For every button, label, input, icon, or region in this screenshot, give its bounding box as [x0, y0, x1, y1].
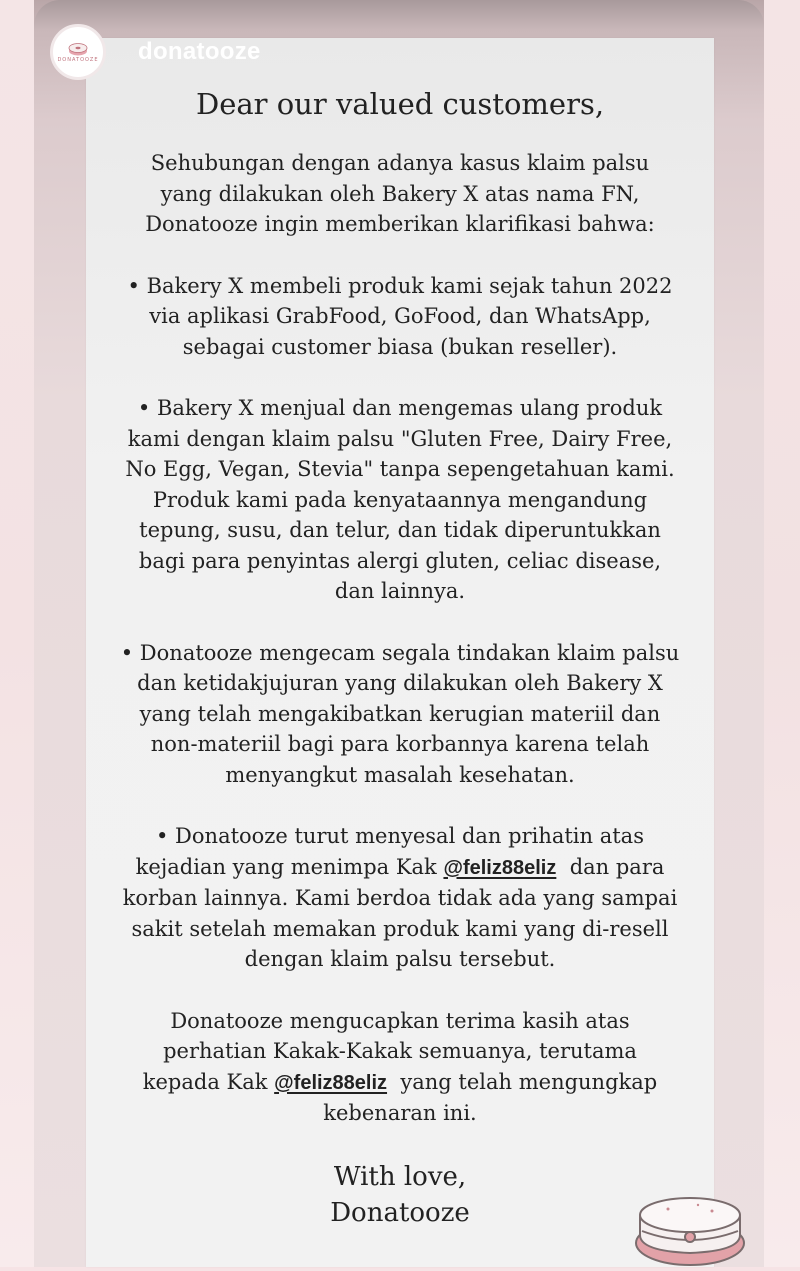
- intro-line: Sehubungan dengan adanya kasus klaim palsu: [150, 151, 650, 175]
- intro-line: yang dilakukan oleh Bakery X atas nama FN,: [160, 181, 640, 206]
- point-line: via aplikasi GrabFood, GoFood, dan WhatsApp,: [149, 304, 651, 328]
- point-line: Produk kami pada kenyataannya mengandung: [152, 487, 648, 512]
- point-line: • Bakery X membeli produk kami sejak tahun 2022: [127, 273, 673, 298]
- point-line: • Donatooze turut menyesal dan prihatin atas: [156, 824, 644, 848]
- story-frame-left: [0, 0, 34, 1267]
- story-header: [50, 24, 261, 80]
- point-line: • Bakery X menjual dan mengemas ulang produk: [137, 396, 663, 420]
- point-line: kejadian yang menimpa Kak: [135, 854, 444, 879]
- point-line: menyangkut masalah kesehatan.: [225, 762, 575, 787]
- account-username[interactable]: donatooze: [138, 38, 261, 65]
- thanks-line: Donatooze mengucapkan terima kasih atas: [170, 1008, 630, 1033]
- intro-paragraph: [86, 148, 714, 240]
- point-2: [86, 393, 714, 607]
- point-line: dengan klaim palsu tersebut.: [244, 947, 556, 971]
- mention-link[interactable]: @feliz88eliz: [274, 1071, 388, 1094]
- signoff-line: With love,: [333, 1161, 467, 1192]
- point-line: sebagai customer biasa (bukan reseller).: [182, 334, 618, 359]
- point-line: No Egg, Vegan, Stevia" tanpa sepengetahuan kami.: [125, 457, 675, 481]
- point-line: bagi para penyintas alergi gluten, celiac disease,: [138, 548, 662, 573]
- point-line: dan ketidakjujuran yang dilakukan oleh Bakery X: [137, 671, 663, 695]
- thanks-line: yang telah mengungkap: [387, 1069, 658, 1094]
- thanks-line: perhatian Kakak-Kakak semuanya, terutama: [163, 1039, 637, 1063]
- thanks-line: kepada Kak: [142, 1069, 275, 1094]
- signoff-brand: Donatooze: [330, 1197, 470, 1228]
- point-line: yang telah mengakibatkan kerugian materiil dan: [139, 701, 661, 726]
- point-4: [86, 821, 714, 975]
- point-1: [86, 271, 714, 363]
- thanks-paragraph: [86, 1006, 714, 1129]
- letter-body: [86, 82, 714, 1257]
- avatar[interactable]: [50, 24, 106, 80]
- point-line: korban lainnya. Kami berdoa tidak ada yang sampai: [122, 886, 678, 910]
- point-line: non-materiil bagi para korbannya karena telah: [150, 732, 650, 756]
- point-line: dan para: [556, 854, 665, 879]
- mention-link[interactable]: @feliz88eliz: [443, 856, 557, 879]
- point-line: dan lainnya.: [334, 579, 466, 603]
- letter-greeting: Dear our valued customers,: [195, 87, 605, 121]
- donut-logo-icon: [57, 42, 98, 63]
- signoff: [86, 1159, 714, 1231]
- story-frame-right: [764, 0, 800, 1267]
- point-line: kami dengan klaim palsu "Gluten Free, Dairy Free,: [127, 426, 673, 451]
- point-3: [86, 638, 714, 791]
- avatar-wordmark: DONATOOZE: [57, 56, 99, 63]
- intro-line: Donatooze ingin memberikan klarifikasi bahwa:: [145, 212, 655, 236]
- thanks-line: kebenaran ini.: [323, 1101, 477, 1125]
- point-line: tepung, susu, dan telur, dan tidak diperuntukkan: [139, 518, 661, 542]
- donut-icon: [628, 1165, 758, 1267]
- point-line: • Donatooze mengecam segala tindakan klaim palsu: [120, 640, 680, 665]
- point-line: sakit setelah memakan produk kami yang di-resell: [131, 916, 669, 941]
